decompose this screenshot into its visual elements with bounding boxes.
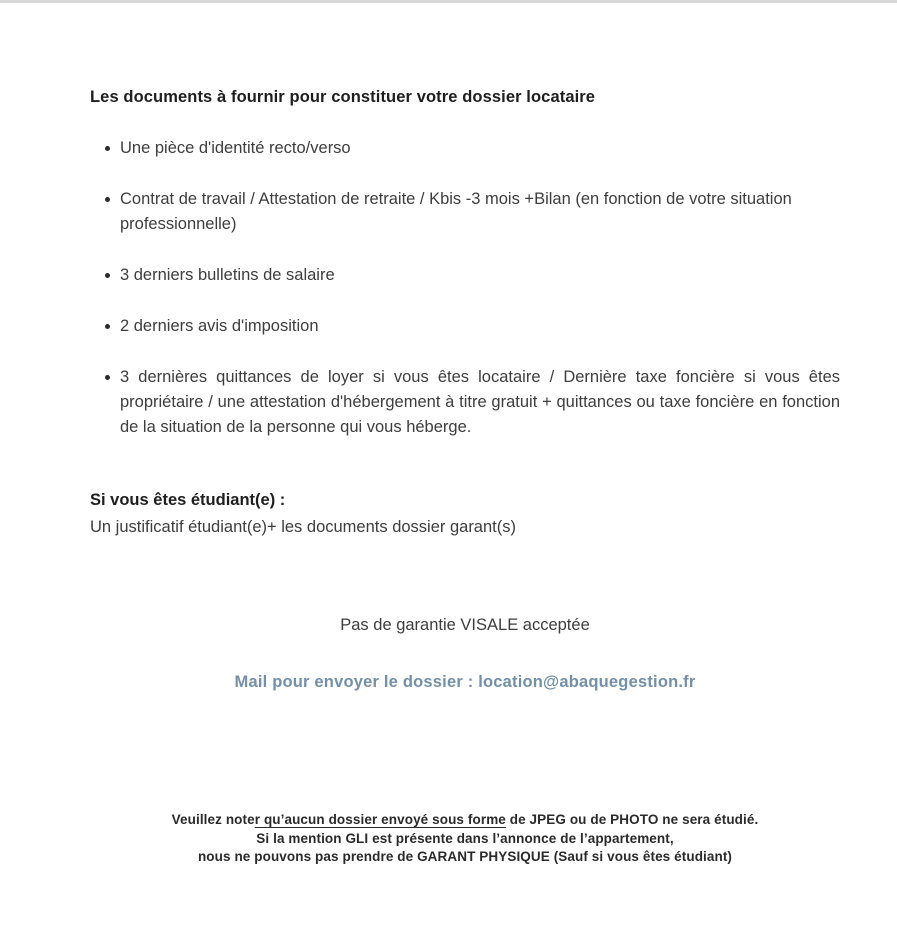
list-item-work-contract: Contrat de travail / Attestation de retraite / Kbis -3 mois +Bilan (en fonction de votre situation professionnelle) — [90, 187, 840, 237]
required-documents-list — [90, 136, 840, 440]
list-item-payslips: 3 derniers bulletins de salaire — [90, 263, 840, 288]
footer-warning — [90, 811, 840, 867]
footer-line-1-underlined: r qu’aucun dossier envoyé sous forme — [254, 812, 506, 827]
list-item-identity: Une pièce d'identité recto/verso — [90, 136, 840, 161]
student-section-heading: Si vous êtes étudiant(e) : — [90, 491, 286, 509]
footer-line-1 — [90, 811, 840, 830]
document-title: Les documents à fournir pour constituer votre dossier locataire — [90, 88, 596, 106]
footer-line-1-prefix: Veuillez note — [171, 812, 255, 827]
footer-line-2: Si la mention GLI est présente dans l’annonce de l’appartement, — [256, 830, 674, 846]
page-top-border — [0, 0, 897, 3]
mail-instruction: Mail pour envoyer le dossier : location@abaquegestion.fr — [234, 673, 696, 691]
visale-note: Pas de garantie VISALE acceptée — [340, 616, 590, 634]
footer-line-3: nous ne pouvons pas prendre de GARANT PHYSIQUE (Sauf si vous êtes étudiant) — [197, 849, 733, 864]
student-section-text: Un justificatif étudiant(e)+ les documents dossier garant(s) — [90, 518, 516, 536]
footer-line-1-suffix: de JPEG ou de PHOTO ne sera étudié. — [505, 812, 759, 827]
list-item-tax-notices: 2 derniers avis d'imposition — [90, 314, 840, 339]
list-item-rent-receipts: 3 dernières quittances de loyer si vous êtes locataire / Dernière taxe foncière si vous êtes propriétaire / une attestation d'hébergement à titre gratuit + quittances ou taxe foncière en fonction de la situation de la personne qui vous héberge. — [90, 365, 840, 440]
